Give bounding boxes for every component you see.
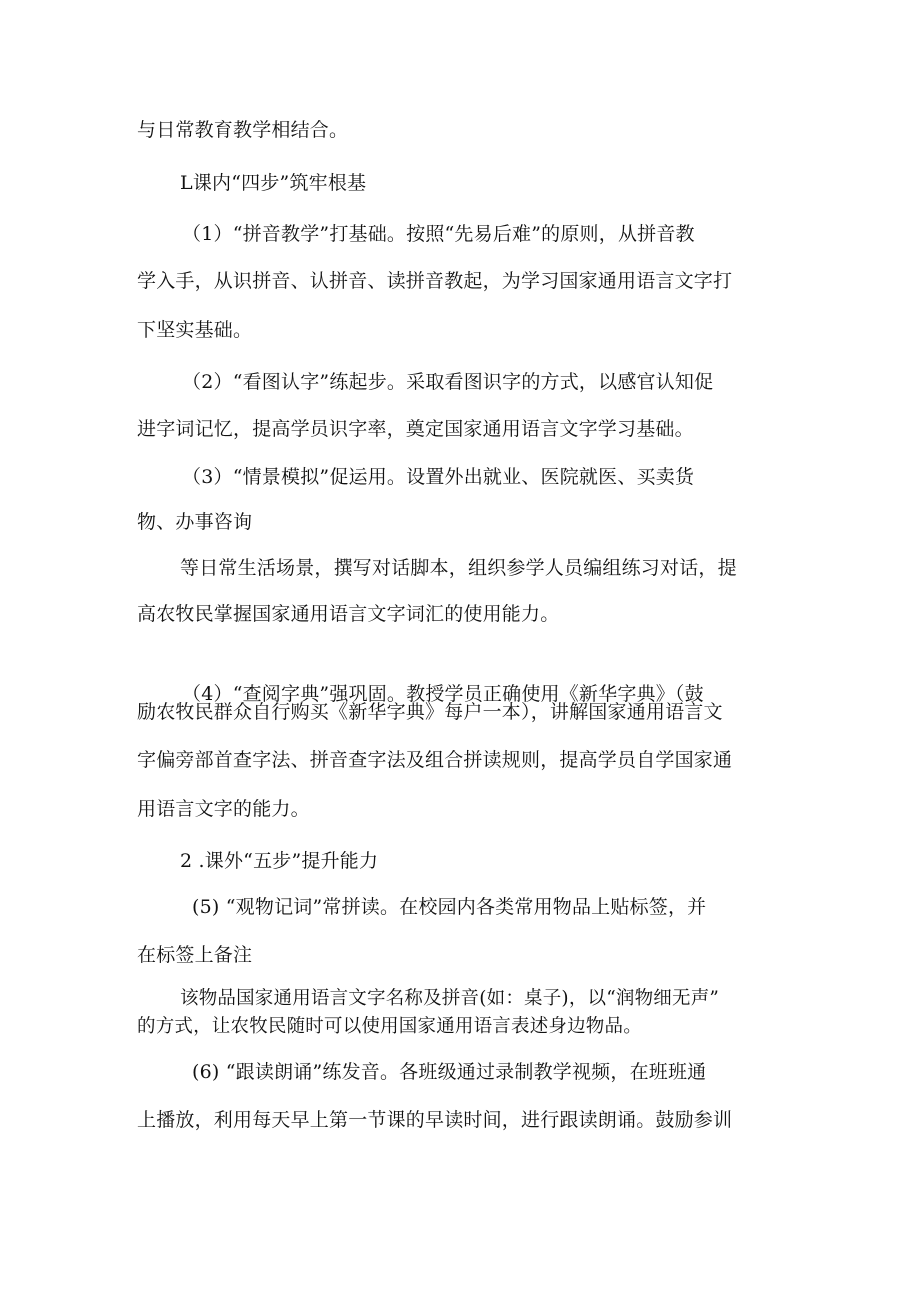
- text-line-14: 字偏旁部首查字法、拼音查字法及组合拼读规则，提高学员自学国家通: [137, 749, 733, 771]
- text-line-18: 在标签上备注: [137, 944, 253, 966]
- text-line-22: 上播放，利用每天早上第一节课的早读时间，进行跟读朗诵。鼓励参训: [137, 1109, 733, 1131]
- section-heading-2: 2 .课外“五步”提升能力: [180, 850, 379, 872]
- text-line-17: (5) “观物记词”常拼读。在校园内各类常用物品上贴标签，并: [192, 896, 707, 918]
- text-line-21: (6) “跟读朗诵”练发音。各班级通过录制教学视频，在班班通: [192, 1061, 707, 1083]
- text-line-12: （4）“查阅字典”强巩固。教授学员正确使用《新华字典》（鼓: [182, 683, 704, 705]
- text-line-9: 物、办事咨询: [137, 511, 253, 533]
- text-line-15: 用语言文字的能力。: [137, 798, 310, 820]
- text-line-19: 该物品国家通用语言文字名称及拼音(如：桌子)，以“润物细无声”: [180, 988, 720, 1009]
- text-line-5: 下坚实基础。: [137, 319, 253, 341]
- text-line-7: 进字词记忆，提高学员识字率，奠定国家通用语言文字学习基础。: [137, 418, 694, 440]
- text-line-1: 与日常教育教学相结合。: [137, 119, 349, 141]
- text-line-3: （1）“拼音教学”打基础。按照“先易后难”的原则，从拼音教: [182, 223, 695, 245]
- text-line-8: （3）“情景模拟”促运用。设置外出就业、医院就医、买卖货: [182, 466, 695, 488]
- text-line-4: 学入手，从识拼音、认拼音、读拼音教起，为学习国家通用语言文字打: [137, 270, 733, 292]
- text-line-11: 高农牧民掌握国家通用语言文字词汇的使用能力。: [137, 603, 560, 625]
- text-line-6: （2）“看图认字”练起步。采取看图识字的方式，以感官认知促: [182, 371, 714, 393]
- text-line-13: 励农牧民群众自行购买《新华字典》每户一本），讲解国家通用语言文: [137, 701, 723, 723]
- section-heading-1: L课内“四步”筑牢根基: [180, 172, 367, 194]
- text-line-20: 的方式，让农牧民随时可以使用国家通用语言表述身边物品。: [137, 1016, 642, 1037]
- text-line-10: 等日常生活场景，撰写对话脚本，组织参学人员编组练习对话，提: [180, 557, 737, 579]
